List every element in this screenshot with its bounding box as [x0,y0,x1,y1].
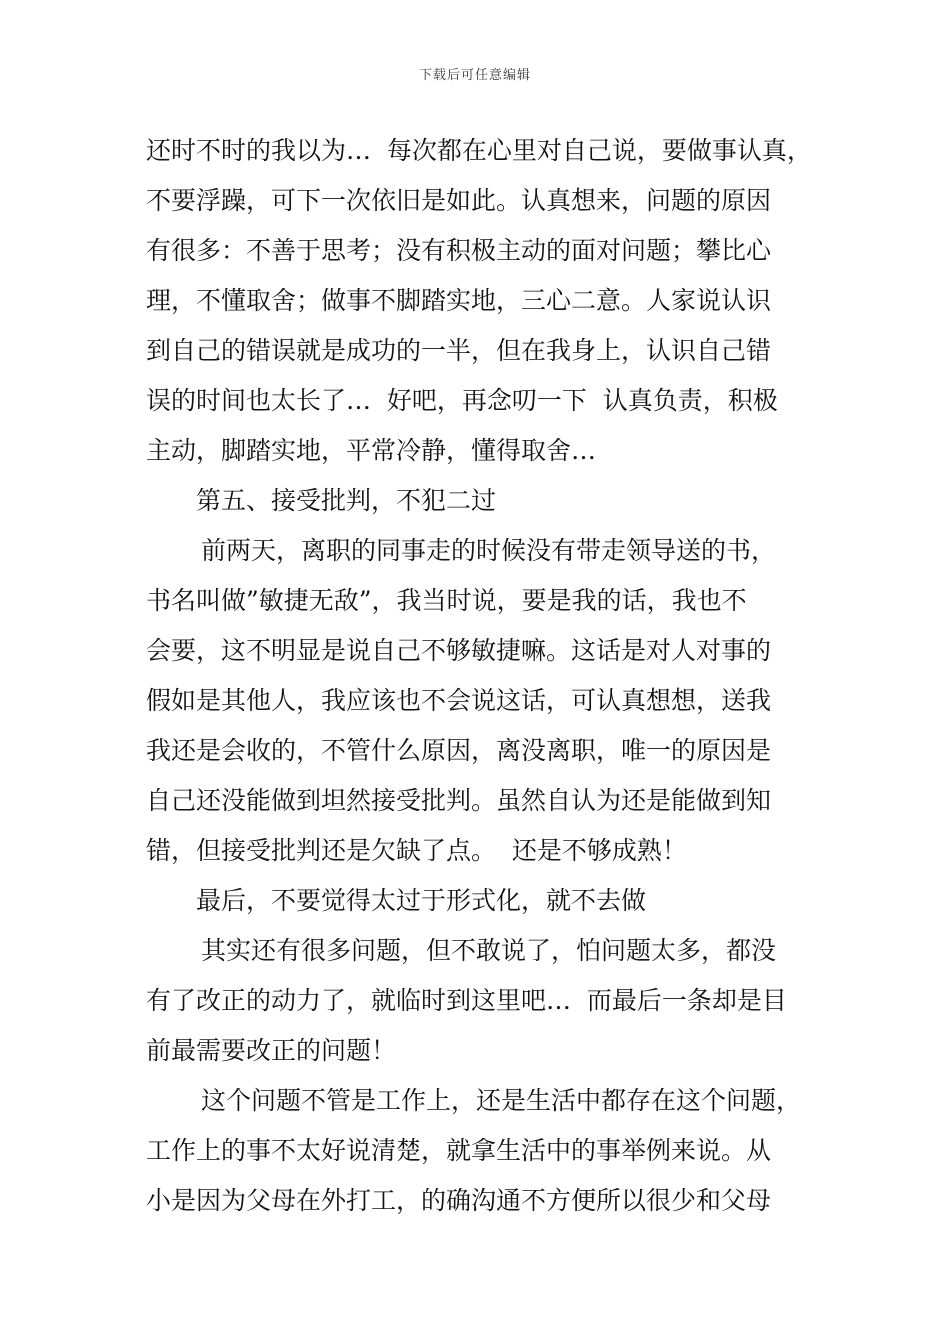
text-line: 误的时间也太长了… 好吧，再念叨一下 认真负责，积极 [146,386,778,415]
text-line: 错，但接受批判还是欠缺了点。 还是不够成熟！ [146,836,687,865]
text-line: 主动，脚踏实地，平常冷静，懂得取舍… [146,436,597,465]
document-body [146,126,826,1226]
text-line: 我还是会收的，不管什么原因，离没离职，唯一的原因是 [146,736,772,765]
text-line: 不要浮躁，可下一次依旧是如此。认真想来，问题的原因 [146,186,772,215]
text-line: 会要，这不明显是说自己不够敏捷嘛。这话是对人对事的 [146,636,772,665]
text-line: 自己还没能做到坦然接受批判。虽然自认为还是能做到知 [146,786,772,815]
text-line: 理，不懂取舍；做事不脚踏实地，三心二意。人家说认识 [146,286,772,315]
text-line: 有了改正的动力了，就临时到这里吧… 而最后一条却是目 [146,986,787,1015]
text-line: 有很多：不善于思考；没有积极主动的面对问题；攀比心 [146,236,772,265]
text-line: 书名叫做”敏捷无敌”，我当时说，要是我的话，我也不 [146,586,747,615]
text-line: 小是因为父母在外打工，的确沟通不方便所以很少和父母 [146,1186,772,1215]
text-line: 前最需要改正的问题！ [146,1036,397,1065]
text-line: 工作上的事不太好说清楚，就拿生活中的事举例来说。从 [146,1136,772,1165]
page-header: 下载后可任意编辑 [418,68,531,83]
paragraph-start-line: 其实还有很多问题，但不敢说了，怕问题太多，都没 [201,936,777,965]
text-line: 假如是其他人，我应该也不会说这话，可认真想想，送我 [146,686,772,715]
section-heading: 第五、接受批判，不犯二过 [196,486,497,515]
text-line: 到自己的错误就是成功的一半，但在我身上，认识自己错 [146,336,772,365]
paragraph-start-line: 前两天，离职的同事走的时候没有带走领导送的书， [201,536,777,565]
paragraph-start-line: 这个问题不管是工作上，还是生活中都存在这个问题， [201,1086,802,1115]
text-line: 还时不时的我以为… 每次都在心里对自己说，要做事认真， [146,136,812,165]
section-heading: 最后，不要觉得太过于形式化，就不去做 [196,886,647,915]
